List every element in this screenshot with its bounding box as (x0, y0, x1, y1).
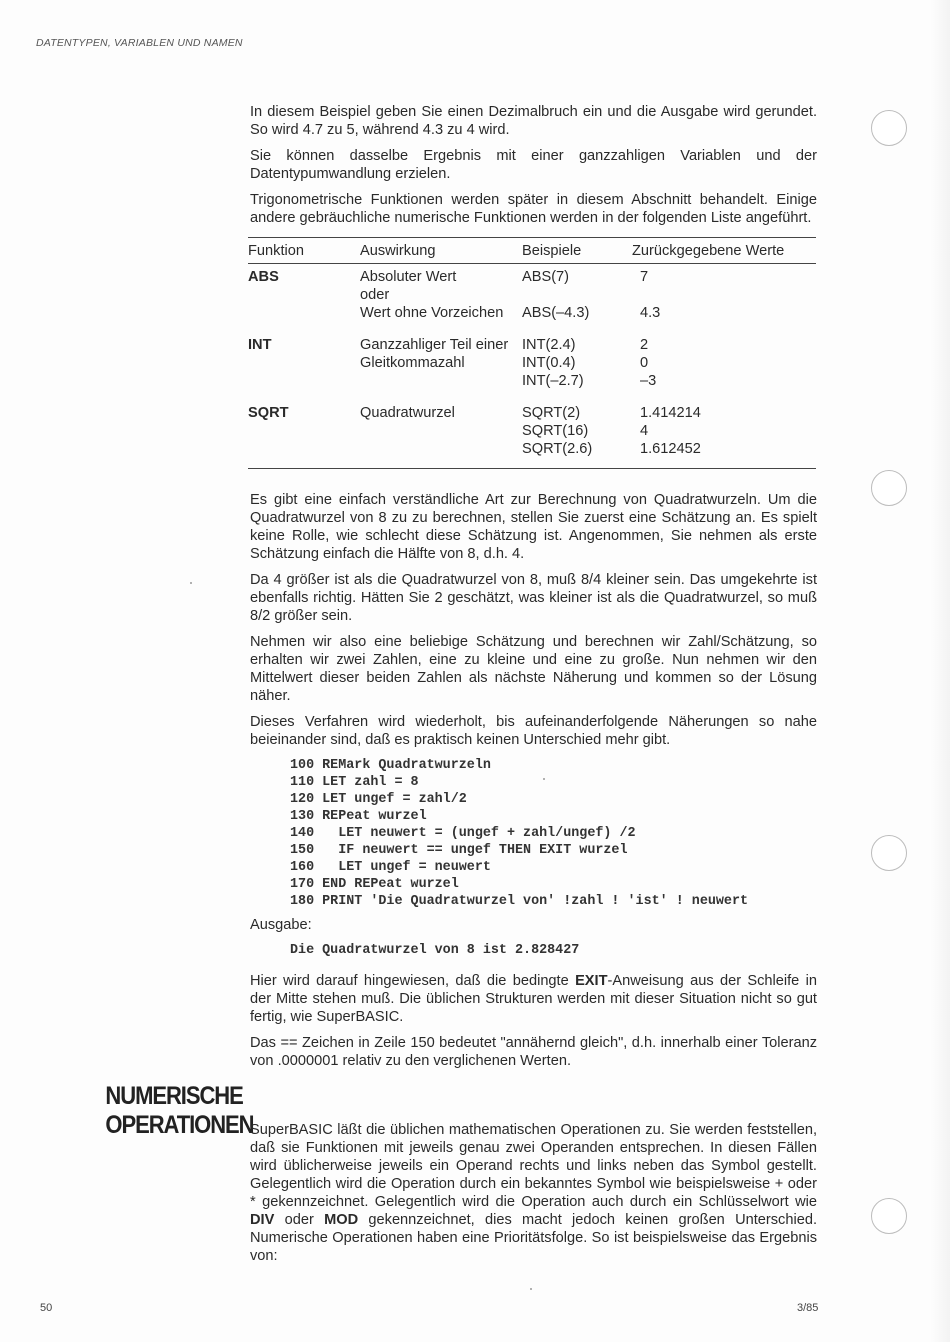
effect-line: Absoluter Wert (360, 269, 457, 285)
text-run: Hier wird darauf hingewiesen, daß die bedingte (250, 973, 576, 989)
paragraph: Trigonometrische Funktionen werden später in diesem Abschnitt behandelt. Einige andere gebräuchliche numerische Funktionen werden in der folgenden Liste angeführt. (250, 192, 817, 226)
example-line: ABS(–4.3) (522, 305, 590, 321)
code-line: 180 PRINT 'Die Quadratwurzel von' !zahl ! 'ist' ! neuwert (290, 894, 749, 909)
function-name: ABS (248, 269, 279, 285)
paragraph: Sie können dasselbe Ergebnis mit einer ganzzahligen Variablen und der Datentypumwandlung erzielen. (250, 148, 817, 182)
paragraph: Dieses Verfahren wird wiederholt, bis aufeinanderfolgende Näherungen so nahe beieinander sind, daß es praktisch keinen Unterschied mehr gibt. (250, 714, 817, 748)
main-content (250, 103, 817, 1078)
binder-hole-icon (871, 835, 907, 871)
example-line: SQRT(2.6) (522, 441, 593, 457)
keyword-div: DIV (250, 1212, 275, 1228)
example-line: ABS(7) (522, 269, 570, 285)
section-heading-line: OPERATIONEN (105, 1111, 254, 1139)
text-run: oder (274, 1212, 325, 1228)
paper-speck (543, 778, 545, 780)
example-line: SQRT(2) (522, 405, 581, 421)
column-header: Zurückgegebene Werte (632, 242, 785, 259)
value-line: 0 (640, 355, 649, 371)
code-line: 160 LET ungef = neuwert (290, 860, 491, 875)
example-line: SQRT(16) (522, 423, 589, 439)
example-line: INT(2.4) (522, 337, 576, 353)
page-edge-shadow (930, 0, 950, 1342)
value-line: 7 (640, 269, 649, 285)
value-line: 4.3 (640, 305, 661, 321)
page-date: 3/85 (797, 1302, 819, 1314)
column-header: Beispiele (522, 242, 582, 259)
value-line (632, 286, 816, 304)
example-line: INT(0.4) (522, 355, 576, 371)
example-line: INT(–2.7) (522, 373, 584, 389)
code-line: 170 END REPeat wurzel (290, 877, 459, 892)
example-line (522, 286, 632, 304)
code-line: 100 REMark Quadratwurzeln (290, 758, 491, 773)
binder-hole-icon (871, 110, 907, 146)
column-header: Funktion (248, 242, 304, 259)
code-line: 110 LET zahl = 8 (290, 775, 419, 790)
value-line: 4 (640, 423, 649, 439)
effect-line (360, 440, 522, 458)
paragraph: Das == Zeichen in Zeile 150 bedeutet "annähernd gleich", d.h. innerhalb einer Toleranz von .0000001 relativ zu den verglichenen Werten. (250, 1035, 817, 1069)
code-line: 130 REPeat wurzel (290, 809, 427, 824)
effect-line: oder (360, 287, 390, 303)
effect-line (360, 372, 522, 390)
effect-line: Gleitkommazahl (360, 355, 465, 371)
code-line: 140 LET neuwert = (ungef + zahl/ungef) /2 (290, 826, 636, 841)
value-line: 2 (640, 337, 649, 353)
paragraph: In diesem Beispiel geben Sie einen Dezimalbruch ein und die Ausgabe wird gerundet. So wird 4.7 zu 5, während 4.3 zu 4 wird. (250, 104, 817, 138)
function-name: SQRT (248, 405, 289, 421)
function-name: INT (248, 337, 272, 353)
section-heading-line: NUMERISCHE (105, 1082, 243, 1110)
paper-speck (530, 1288, 532, 1290)
paragraph: Es gibt eine einfach verständliche Art zur Berechnung von Quadratwurzeln. Um die Quadratwurzel von 8 zu zu berechnen, stellen Sie zuerst eine Schätzung an. Es spielt keine Rolle, wie schlecht diese Schätzung ist. Angenommen, Sie nehmen als erste Schätzung einfach die Hälfte von 8, d.h. 4. (250, 492, 817, 562)
table-header-row (248, 238, 816, 264)
text-run: gekennzeichnet, dies macht jedoch keinen großen Unterschied. Numerische Operationen haben eine Prioritätsfolge. So ist beispielsweise das Ergebnis von: (250, 1212, 817, 1264)
binder-hole-icon (871, 1198, 907, 1234)
paragraph (250, 972, 817, 1026)
binder-hole-icon (871, 470, 907, 506)
value-line: –3 (640, 373, 657, 389)
effect-line (360, 422, 522, 440)
keyword-mod: MOD (324, 1212, 359, 1228)
program-output: Die Quadratwurzel von 8 ist 2.828427 (290, 943, 580, 958)
table-row (248, 400, 816, 458)
output-label: Ausgabe: (250, 917, 312, 933)
effect-line: Ganzzahliger Teil einer (360, 337, 509, 353)
code-line: 120 LET ungef = zahl/2 (290, 792, 467, 807)
paragraph: Nehmen wir also eine beliebige Schätzung und berechnen wir Zahl/Schätzung, so erhalten wir zwei Zahlen, eine zu kleine und eine zu große. Nun nehmen wir den Mittelwert dieser beiden Zahlen als nächste Näherung und kommen so der Lösung näher. (250, 634, 817, 704)
code-listing (290, 757, 817, 910)
effect-line: Wert ohne Vorzeichen (360, 305, 504, 321)
paper-speck (190, 582, 192, 584)
keyword-exit: EXIT (575, 973, 608, 989)
section-heading (105, 1082, 254, 1140)
functions-table (248, 237, 816, 469)
text-run: SuperBASIC läßt die üblichen mathematischen Operationen zu. Sie werden feststellen, daß sie Funktionen mit jeweils genau zwei Operanden entsprechen. In diesen Fällen wird üblicherweise jeweils ein Operand rechts und links neben das Symbol gestellt. Gelegentlich wird die Operation durch ein bekanntes Symbol wie beispielsweise + oder * gekennzeichnet. Gelegentlich wird die Operation auch durch ein Schlüsselwort wie (250, 1122, 817, 1210)
value-line: 1.414214 (640, 405, 701, 421)
text-run: -Anweisung aus der Schleife in der Mitte stehen muß. Die üblichen Strukturen werden mit dieser Situation nicht so gut fertig, wie SuperBASIC. (250, 973, 817, 1025)
code-line: 150 IF neuwert == ungef THEN EXIT wurzel (290, 843, 628, 858)
running-header: DATENTYPEN, VARIABLEN UND NAMEN (36, 37, 243, 49)
column-header: Auswirkung (360, 242, 436, 259)
value-line: 1.612452 (640, 441, 701, 457)
page-number: 50 (40, 1302, 53, 1314)
effect-line: Quadratwurzel (360, 405, 455, 421)
paragraph: Da 4 größer ist als die Quadratwurzel von 8, muß 8/4 kleiner sein. Das umgekehrte ist ebenfalls richtig. Hätten Sie 2 geschätzt, was kleiner ist als die Quadratwurzel, so muß 8/2 größer sein. (250, 572, 817, 624)
table-row (248, 332, 816, 390)
section-paragraph (250, 1121, 817, 1265)
table-row (248, 264, 816, 322)
